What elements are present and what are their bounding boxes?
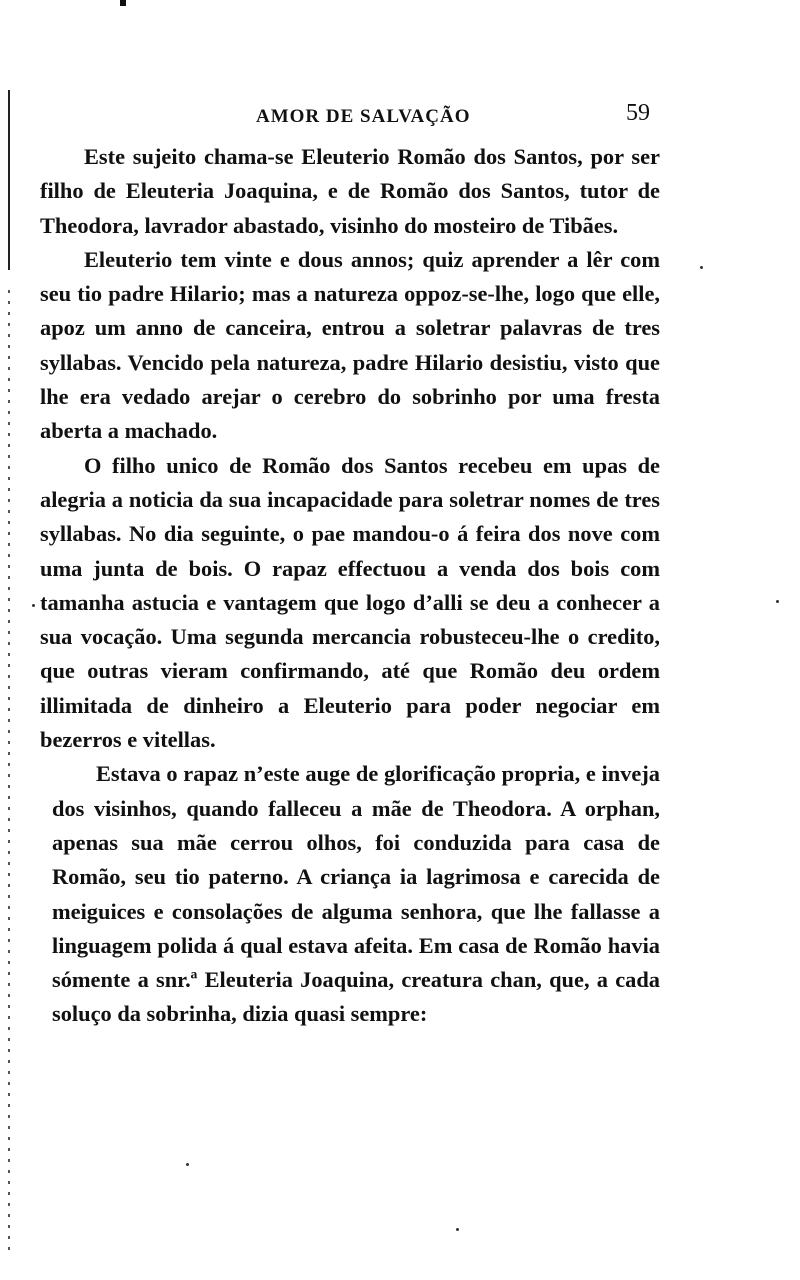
page-edge-dots — [8, 290, 10, 1250]
paragraph: Estava o rapaz n’este auge de glorificação propria, e inveja dos visinhos, quando falleceu a mãe de Theodora. A orphan, apenas sua mãe cerrou olhos, foi conduzida para casa de Romão, seu tio paterno. A criança ia lagrimosa e carecida de meiguices e consolações de alguma senhora, que lhe fallasse a linguagem polida á qual estava afeita. Em casa de Romão havia sómente a snr.ª Eleuteria Joaquina, creatura chan, que, a cada soluço da sobrinha, dizia quasi sempre: — [52, 761, 660, 1027]
paragraph: O filho unico de Romão dos Santos recebeu em upas de alegria a noticia da sua incapacidade para soletrar nomes de tres syllabas. No dia seguinte, o pae mandou-o á feira dos nove com uma junta de bois. O rapaz effectuou a venda dos bois com tamanha astucia e vantagem que logo d’alli se deu a conhecer a sua vocação. Uma segunda mercancia robusteceu-lhe o credito, que outras vieram confirmando, até que Romão deu ordem illimitada de dinheiro a Eleuterio para poder negociar em bezerros e vitellas. — [40, 452, 660, 753]
ink-mark — [120, 0, 126, 6]
ink-speck — [186, 1163, 189, 1166]
body-text — [40, 140, 660, 1032]
ink-speck — [456, 1228, 459, 1231]
running-title: AMOR DE SALVAÇÃO — [256, 106, 471, 127]
ink-speck — [32, 604, 35, 607]
ink-speck — [700, 266, 703, 269]
page-header — [48, 100, 650, 130]
paragraph: Este sujeito chama-se Eleuterio Romão dos Santos, por ser filho de Eleuteria Joaquina, e de Romão dos Santos, tutor de Theodora, lavrador abastado, visinho do mosteiro de Tibães. — [40, 144, 660, 238]
page-number: 59 — [626, 100, 650, 126]
paragraph: Eleuterio tem vinte e dous annos; quiz aprender a lêr com seu tio padre Hilario; mas a natureza oppoz-se-lhe, logo que elle, apoz um anno de canceira, entrou a soletrar palavras de tres syllabas. Vencido pela natureza, padre Hilario desistiu, visto que lhe era vedado arejar o cerebro do sobrinho por uma fresta aberta a machado. — [40, 246, 660, 444]
page-edge-line — [8, 90, 10, 270]
ink-speck — [776, 600, 779, 603]
